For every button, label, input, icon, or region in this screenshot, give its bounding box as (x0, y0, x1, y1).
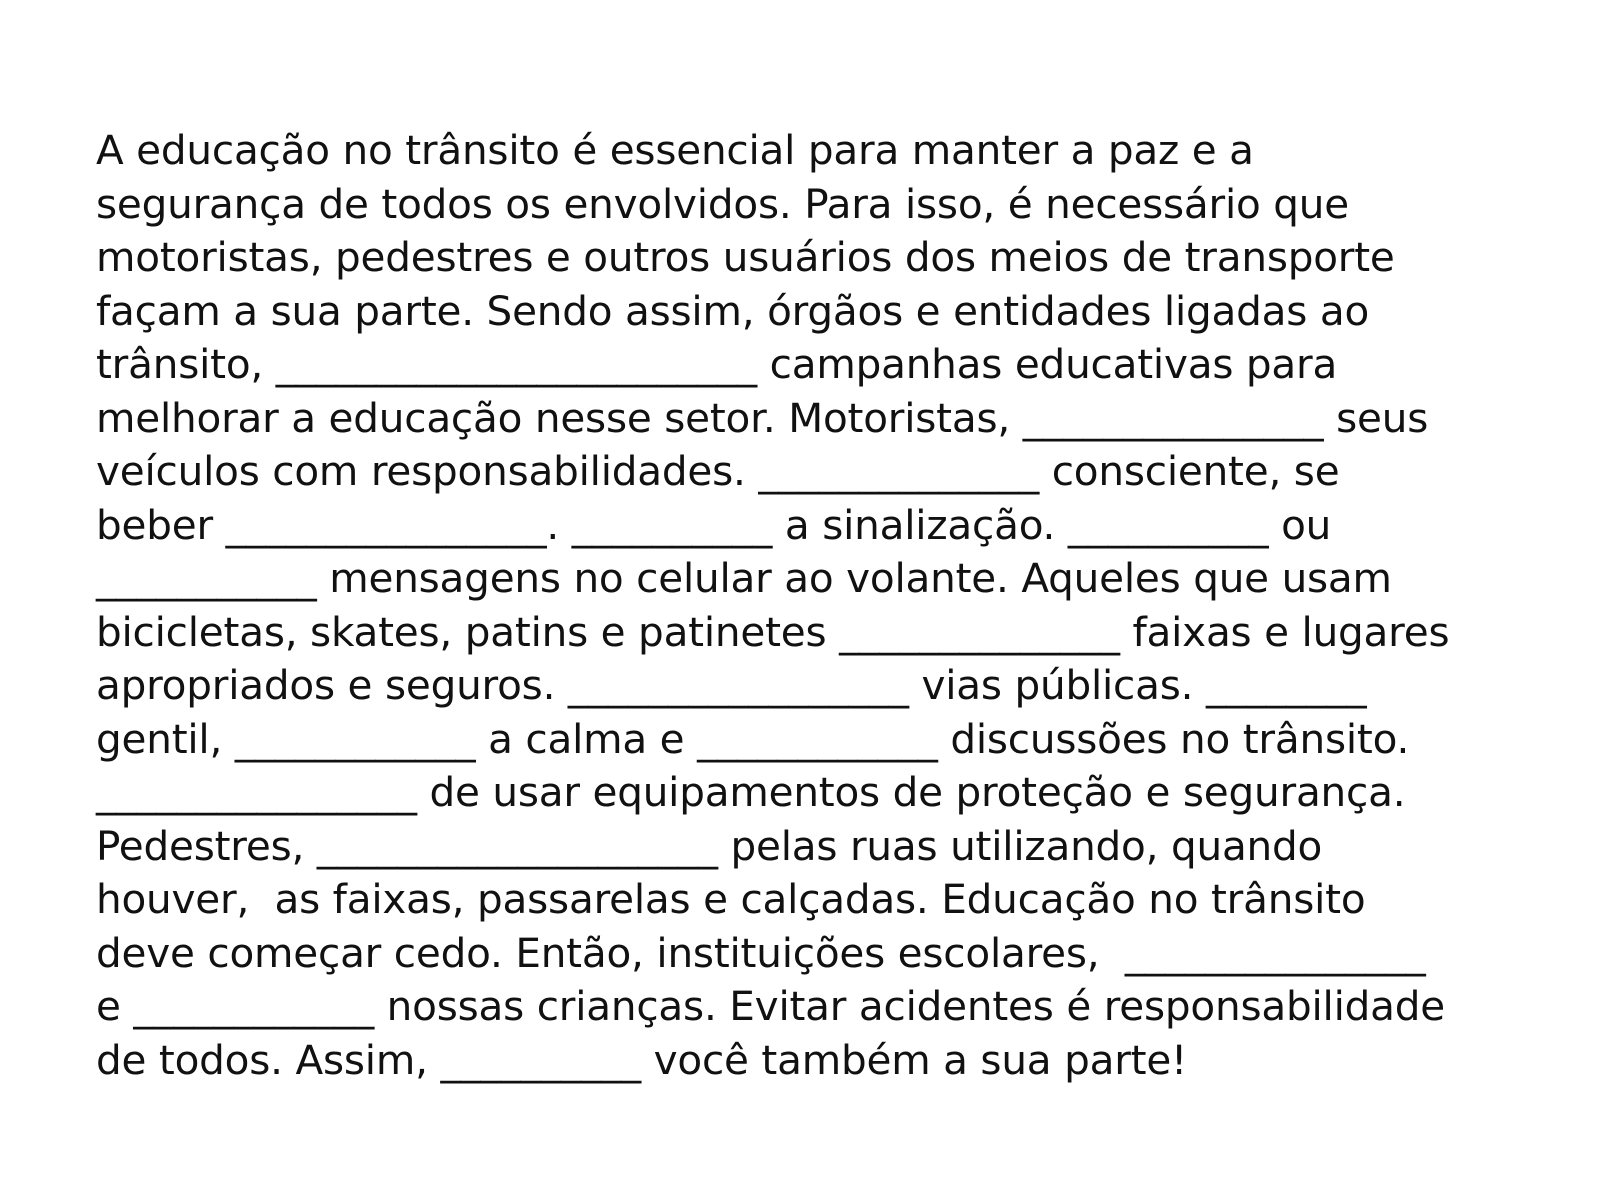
paragraph-line: bicicletas, skates, patins e patinetes ______________ faixas e lugares (96, 607, 1450, 656)
paragraph-line: apropriados e seguros. _________________ vias públicas. ________ (96, 661, 1367, 709)
paragraph-line: gentil, ____________ a calma e ____________ discussões no trânsito. (96, 714, 1410, 763)
paragraph-line: Pedestres, ____________________ pelas ruas utilizando, quando (96, 821, 1323, 870)
paragraph-line: houver, as faixas, passarelas e calçadas. Educação no trânsito (96, 875, 1366, 923)
paragraph-line: veículos com responsabilidades. ______________ consciente, se (96, 447, 1340, 495)
paragraph-line: segurança de todos os envolvidos. Para isso, é necessário que (96, 179, 1349, 228)
paragraph-line: trânsito, ________________________ campanhas educativas para (96, 340, 1338, 388)
paragraph-line: ________________ de usar equipamentos de proteção e segurança. (96, 768, 1406, 816)
paragraph-line: beber ________________. __________ a sinalização. __________ ou (96, 500, 1332, 549)
paragraph-line: deve começar cedo. Então, instituições escolares, _______________ (96, 928, 1426, 977)
paragraph-line: motoristas, pedestres e outros usuários dos meios de transporte (96, 233, 1395, 281)
paragraph-line: melhorar a educação nesse setor. Motoristas, _______________ seus (96, 393, 1429, 442)
paragraph-line: façam a sua parte. Sendo assim, órgãos e entidades ligadas ao (96, 286, 1370, 335)
paragraph-line: e ____________ nossas crianças. Evitar acidentes é responsabilidade (96, 982, 1445, 1030)
paragraph-line: ___________ mensagens no celular ao volante. Aqueles que usam (96, 554, 1392, 602)
fill-in-the-blank-paragraph (96, 124, 1556, 1087)
paragraph-line: A educação no trânsito é essencial para manter a paz e a (96, 126, 1254, 174)
paragraph-line: de todos. Assim, __________ você também a sua parte! (96, 1035, 1188, 1084)
